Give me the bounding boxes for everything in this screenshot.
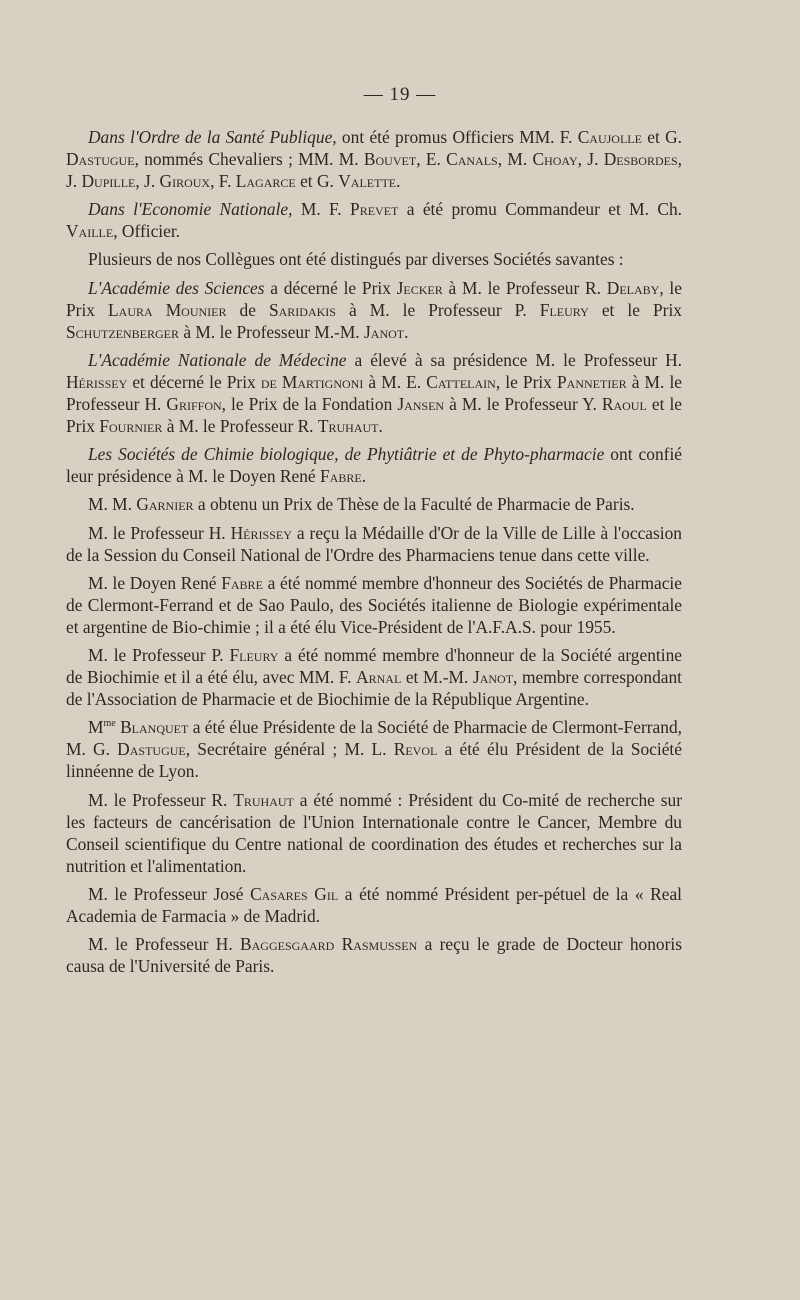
text-run: , nommés Chevaliers ; MM. M. [134, 149, 364, 170]
person-name: Pannetier [556, 371, 627, 392]
paragraph [66, 933, 682, 977]
text-run: et M.-M. [401, 667, 473, 688]
paragraph [66, 277, 682, 343]
person-name: Schutzenberger [66, 321, 180, 342]
institution-heading: L'Académie des Sciences [88, 277, 265, 298]
paragraph [66, 349, 682, 437]
text-run: a été nommé : Président du Co-mité de recherche sur les facteurs de cancérisation de l'Union Internationale contre le Cancer, Membre du Conseil scientifique du Centre national de coordination des études et recherches sur la nutrition et l'alimentation. [66, 789, 683, 876]
paragraph [66, 789, 682, 877]
text-run: et décerné le Prix [127, 371, 261, 392]
person-name: Fleury [229, 644, 279, 665]
text-run: a décerné le Prix [264, 277, 397, 298]
person-name: Desbordes [603, 149, 678, 170]
paragraph [66, 443, 682, 487]
text-run: de [226, 299, 269, 320]
text-run: a été nommé membre d'honneur de la Société argentine de Biochimie et il a été élu, avec MM. F. [66, 644, 682, 688]
text-run: . [404, 321, 409, 342]
text-run: M [88, 717, 104, 738]
person-name: Giroux [159, 171, 211, 192]
text-run: M. le Professeur R. [88, 789, 234, 810]
text-run: , le Prix [66, 277, 682, 320]
text-run: a obtenu un Prix de Thèse de la Faculté de Pharmacie de Paris. [193, 494, 635, 515]
text-run: a été promu Commandeur et M. Ch. [398, 199, 682, 220]
person-name: Prevet [350, 199, 399, 220]
text-run: à M. le Professeur R. [162, 416, 318, 437]
person-name: Janot [472, 667, 514, 688]
person-name: Dastugue [66, 149, 135, 170]
person-name: Cattelain [426, 371, 496, 392]
text-run: me [103, 718, 116, 730]
person-name: Fabre [221, 572, 263, 593]
person-name: Jansen [397, 394, 445, 415]
paragraph [66, 644, 682, 710]
text-run: . [378, 416, 383, 437]
person-name: Bouvet [363, 149, 417, 170]
person-name: Garnier [136, 494, 194, 515]
person-name: Fabre [320, 466, 362, 487]
paragraph [66, 572, 682, 638]
person-name: Hérissey [66, 371, 128, 392]
text-run: et le Prix [66, 394, 683, 437]
text-run: à M. le Professeur P. [335, 299, 540, 320]
text-run: ont été promus Officiers MM. F. [336, 127, 578, 147]
person-name: Raoul [601, 394, 647, 415]
person-name: Griffon [166, 394, 222, 415]
page-number: — 19 — [363, 84, 437, 105]
person-name: Janot [364, 321, 405, 342]
text-run: M. le Professeur P. [88, 644, 230, 665]
text-run: Plusieurs de nos Collègues ont été distingués par diverses Sociétés savantes : [88, 249, 624, 270]
paragraph [66, 126, 682, 192]
paragraph [66, 198, 682, 242]
person-name: Fleury [539, 299, 589, 320]
person-name: de Martignoni [260, 371, 364, 392]
person-name: Casares Gil [250, 883, 339, 904]
person-name: Dupille [81, 171, 136, 192]
text-run: M. le Professeur H. [88, 522, 231, 543]
text-run: et le Prix [588, 299, 682, 320]
text-run: a reçu la Médaille d'Or de la Ville de Lille à l'occasion de la Session du Conseil National de l'Ordre des Pharmaciens tenue dans cette ville. [66, 522, 682, 565]
person-name: Truhaut [317, 416, 379, 437]
text-run: et G. [295, 171, 339, 192]
text-run: , le Prix de la Fondation [221, 394, 398, 415]
paragraph [66, 883, 682, 927]
person-name: Jecker [396, 277, 443, 298]
institution-heading: Les Sociétés de Chimie biologique, de Phytiâtrie et de Phyto-pharmacie [88, 444, 605, 465]
text-run: , le Prix [495, 371, 557, 392]
text-run: a été nommé membre d'honneur des Sociétés de Pharmacie de Clermont-Ferrand et de Sao Paulo, des Sociétés italienne de Biologie expérimentale et argentine de Bio-chimie ; il a été élu Vice-Président de l'A.F.A.S. pour 1955. [66, 572, 682, 637]
text-run: , Officier. [113, 221, 181, 242]
text-run: M. le Doyen René [88, 572, 222, 593]
text-run: a été élu Président de la Société linnéenne de Lyon. [66, 739, 682, 782]
paragraph [66, 716, 682, 782]
person-name: Laura Mounier [108, 299, 227, 320]
text-run: , J. [66, 149, 682, 192]
person-name: Revol [393, 739, 438, 760]
text-run: ont confié leur présidence à M. le Doyen René [66, 444, 682, 487]
institution-heading: Dans l'Ordre de la Santé Publique, [88, 127, 337, 147]
text-run: a été nommé Président per-pétuel de la « Real Academia de Farmacia » de Madrid. [66, 883, 682, 926]
text-run: , E. [416, 149, 447, 170]
paragraph [66, 493, 682, 515]
text-run: à M. le Professeur M.-M. [179, 321, 365, 342]
person-name: Delaby [606, 277, 660, 298]
text-run: à M. le Professeur Y. [444, 394, 602, 415]
text-run: à M. E. [363, 371, 427, 392]
paragraph [66, 522, 682, 566]
institution-heading: L'Académie Nationale de Médecine [88, 349, 347, 370]
person-name: Lagarce [235, 171, 296, 192]
text-run: , F. [210, 171, 236, 192]
text-run: M. le Professeur H. [88, 934, 241, 955]
person-name: Baggesgaard Rasmussen [240, 934, 418, 955]
person-name: Valette [338, 171, 397, 192]
text-run: , J. [135, 171, 160, 192]
text-run: , Secrétaire général ; M. L. [185, 739, 394, 760]
person-name: Hérissey [230, 522, 292, 543]
text-run: M. le Professeur José [88, 883, 251, 904]
person-name: Canals [446, 149, 498, 170]
text-run: M. M. [88, 494, 137, 515]
person-name: Choay [532, 149, 578, 170]
person-name: Caujolle [577, 127, 642, 147]
text-run: . [396, 171, 401, 192]
institution-heading: Dans l'Economie Nationale, [88, 199, 293, 220]
person-name: Vaille [66, 221, 114, 242]
text-run: à M. le Professeur H. [66, 371, 683, 415]
text-run: à M. le Professeur R. [442, 277, 607, 298]
text-run: , membre correspondant de l'Association de Pharmacie et de Biochimie de la République Argentine. [66, 667, 683, 710]
body-text [66, 126, 682, 983]
text-run: a élevé à sa présidence M. le Professeur H. [346, 349, 682, 370]
text-run: , J. [577, 149, 604, 170]
person-name: Blanquet [120, 717, 189, 738]
person-name: Dastugue [117, 739, 186, 760]
text-run: et G. [641, 127, 683, 147]
text-run: a été élue Présidente de la Société de Pharmacie de Clermont-Ferrand, M. G. [66, 717, 682, 760]
person-name: Arnal [356, 667, 402, 688]
text-run: , M. [497, 149, 533, 170]
text-run: a reçu le grade de Docteur honoris causa de l'Université de Paris. [66, 934, 682, 977]
person-name: Fournier [99, 416, 163, 437]
person-name: Truhaut [233, 789, 294, 810]
paragraph [66, 248, 682, 270]
person-name: Saridakis [268, 299, 336, 320]
text-run: M. F. [292, 199, 351, 220]
text-run: . [361, 466, 367, 487]
